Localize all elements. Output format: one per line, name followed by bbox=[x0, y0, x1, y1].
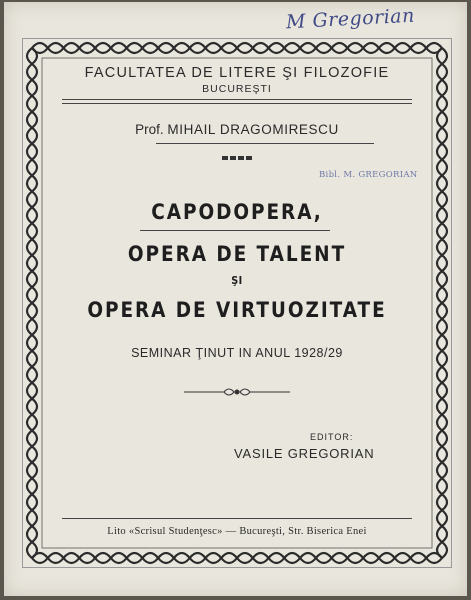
editor-label: EDITOR: bbox=[310, 432, 354, 442]
author-line bbox=[42, 122, 432, 137]
seminar-subtitle: SEMINAR ŢINUT IN ANUL 1928/29 bbox=[131, 346, 343, 360]
title-line-1: CAPODOPERA, bbox=[151, 200, 323, 224]
library-stamp: Bibl. M. GREGORIAN bbox=[319, 170, 418, 180]
title-page-content bbox=[42, 58, 432, 546]
small-ornament-icon bbox=[222, 154, 252, 162]
faculty-name: FACULTATEA DE LITERE ŞI FILOZOFIE bbox=[84, 65, 390, 81]
flourish-ornament-icon bbox=[184, 386, 290, 398]
author-underline bbox=[156, 143, 374, 144]
author-name: MIHAIL DRAGOMIRESCU bbox=[167, 122, 339, 137]
title-underline bbox=[140, 230, 330, 231]
author-prefix: Prof. bbox=[135, 122, 164, 137]
double-rule-top bbox=[62, 99, 412, 104]
title-conjunction: ŞI bbox=[231, 274, 243, 287]
city-name: BUCUREŞTI bbox=[202, 83, 272, 95]
imprint-rule bbox=[62, 518, 412, 519]
border-wave bbox=[32, 553, 442, 563]
editor-name: VASILE GREGORIAN bbox=[234, 446, 375, 461]
border-wave bbox=[32, 43, 442, 53]
handwritten-signature: M Gregorian bbox=[285, 4, 416, 34]
title-line-2: OPERA DE TALENT bbox=[127, 242, 347, 266]
title-line-3: OPERA DE VIRTUOZITATE bbox=[87, 298, 387, 322]
printer-imprint: Lito «Scrisul Studenţesc» — Bucureşti, Str. Biserica Enei bbox=[107, 526, 367, 537]
book-page bbox=[4, 2, 467, 596]
